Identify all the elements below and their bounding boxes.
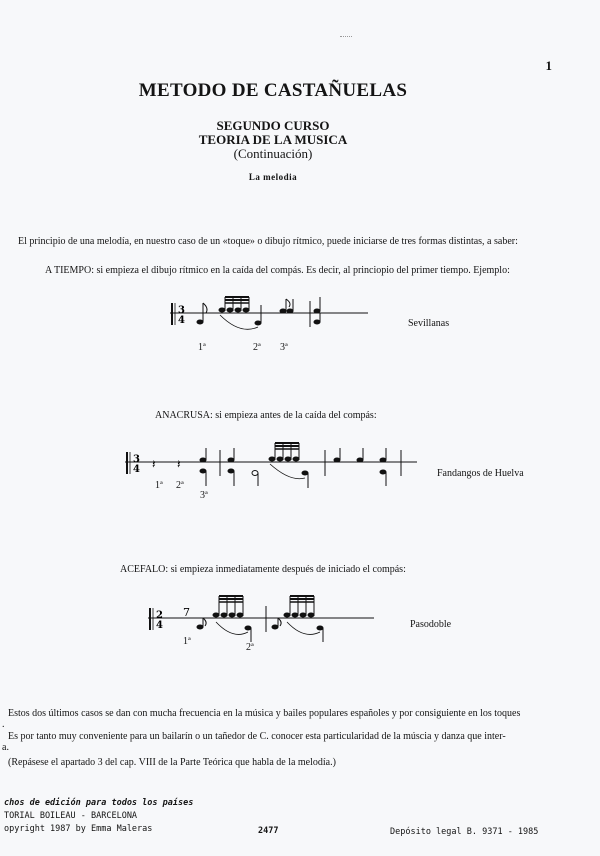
svg-text:3: 3 xyxy=(133,454,140,465)
svg-text:3: 3 xyxy=(178,305,185,316)
staff-fandangos xyxy=(125,440,420,502)
closing-line-1: Estos dos últimos casos se dan con mucha frecuencia en la música y bailes populares españoles y por consiguiente en los toques xyxy=(8,708,521,719)
intro-paragraph: El principio de una melodía, en nuestro caso de un «toque» o dibujo rítmico, puede iniciarse de tres formas distintas, a saber: xyxy=(18,236,518,247)
svg-text:𝄽: 𝄽 xyxy=(177,457,181,471)
footer-copyright: opyright 1987 by Emma Maleras xyxy=(4,824,153,834)
beat-label: 1ª xyxy=(183,636,191,647)
svg-text:𝄽: 𝄽 xyxy=(152,457,156,471)
beat-label: 1ª xyxy=(155,480,163,491)
closing-line-1b: . xyxy=(2,719,5,730)
page-title: METODO DE CASTAÑUELAS xyxy=(138,80,408,101)
course-subtitle: SEGUNDO CURSO xyxy=(216,118,330,133)
theory-subtitle: TEORIA DE LA MUSICA xyxy=(198,132,348,147)
beat-label: 2ª xyxy=(246,642,254,653)
page-number: 1 xyxy=(545,58,552,73)
example-caption-pasodoble: Pasodoble xyxy=(410,619,452,630)
beat-label: 2ª xyxy=(176,480,184,491)
closing-line-2b: a. xyxy=(2,742,9,753)
scan-mark xyxy=(340,36,352,40)
section-heading: La melodia xyxy=(248,172,298,182)
example-caption-fandangos: Fandangos de Huelva xyxy=(437,468,524,479)
footer-plate-number: 2477 xyxy=(258,826,279,836)
continuation-subtitle: (Continuación) xyxy=(233,146,313,161)
svg-text:2: 2 xyxy=(156,610,163,621)
footer-rights: chos de edición para todos los países xyxy=(4,798,194,808)
example-acefalo-text: ACEFALO: si empieza inmediatamente después de iniciado el compás: xyxy=(120,564,406,575)
beat-label: 3ª xyxy=(280,342,288,353)
closing-line-3: (Repásese el apartado 3 del cap. VIII de la Parte Teórica que habla de la melodía.) xyxy=(8,757,336,768)
beat-label: 1ª xyxy=(198,342,206,353)
example-anacrusa-text: ANACRUSA: si empieza antes de la caída del compás: xyxy=(155,410,377,421)
beat-label: 2ª xyxy=(253,342,261,353)
svg-text:4: 4 xyxy=(156,620,163,631)
footer-legal-deposit: Depósito legal B. 9371 - 1985 xyxy=(390,827,539,837)
svg-text:4: 4 xyxy=(178,315,185,326)
beat-label: 3ª xyxy=(200,490,208,501)
example-caption-sevillanas: Sevillanas xyxy=(408,318,450,329)
svg-text:7: 7 xyxy=(183,606,190,619)
footer-publisher: TORIAL BOILEAU - BARCELONA xyxy=(4,811,138,821)
example-a-tiempo-text: A TIEMPO: si empieza el dibujo rítmico en la caída del compás. Es decir, al princiopio del primer tiempo. Ejemplo: xyxy=(45,265,510,276)
svg-text:4: 4 xyxy=(133,464,140,475)
closing-line-2: Es por tanto muy conveniente para un bailarín o un tañedor de C. conocer esta particularidad de la múscia y danza que inter- xyxy=(8,731,506,742)
